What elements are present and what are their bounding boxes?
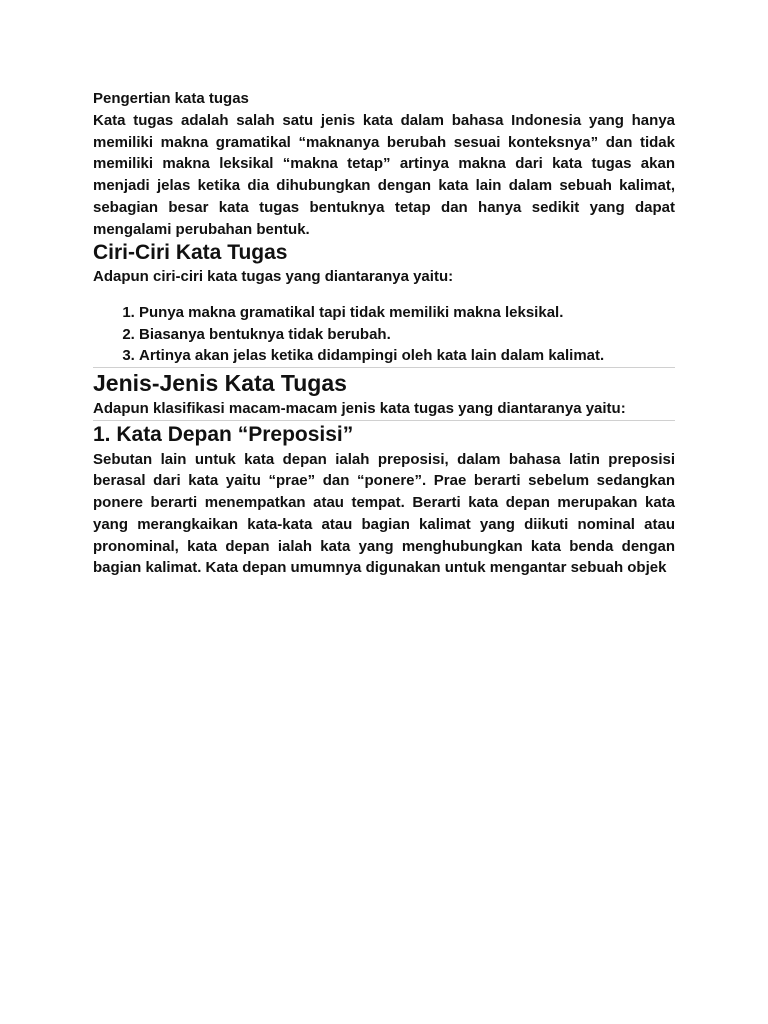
ciri-list [93, 302, 675, 367]
jenis-intro: Adapun klasifikasi macam-macam jenis kata tugas yang diantaranya yaitu: [93, 400, 626, 418]
list-item: 1. Punya makna gramatikal tapi tidak memiliki makna leksikal. [139, 302, 675, 324]
list-item: 2. Biasanya bentuknya tidak berubah. [139, 324, 675, 346]
ciri-intro: Adapun ciri-ciri kata tugas yang diantaranya yaitu: [93, 268, 454, 286]
kata-depan-heading: 1. Kata Depan “Preposisi” [93, 422, 354, 446]
ciri-heading: Ciri-Ciri Kata Tugas [93, 241, 288, 265]
jenis-heading: Jenis-Jenis Kata Tugas [93, 370, 347, 397]
list-item: 3. Artinya akan jelas ketika didampingi oleh kata lain dalam kalimat. [139, 345, 675, 367]
document-page [93, 88, 675, 579]
definition-paragraph: Kata tugas adalah salah satu jenis kata dalam bahasa Indonesia yang hanya memiliki makna gramatikal “maknanya berubah sesuai konteksnya” dan tidak memiliki makna leksikal “makna tetap” artinya makna dari kata tugas akan menjadi jelas ketika dia dihubungkan dengan kata lain dalam sebuah kalimat, sebagian besar kata tugas bentuknya tetap dan hanya sedikit yang dapat mengalami perubahan bentuk. [93, 112, 675, 238]
kata-depan-paragraph: Sebutan lain untuk kata depan ialah preposisi, dalam bahasa latin preposisi berasal dari kata yaitu “prae” dan “ponere”. Prae berarti sebelum sedangkan ponere berarti menempatkan atau tempat. Berarti kata depan merupakan kata yang merangkaikan kata-kata atau bagian kalimat yang diikuti nominal atau pronominal, kata depan ialah kata yang menghubungkan kata benda dengan bagian kalimat. Kata depan umumnya digunakan untuk mengantar sebuah objek [93, 450, 675, 577]
page-title: Pengertian kata tugas [93, 90, 249, 107]
